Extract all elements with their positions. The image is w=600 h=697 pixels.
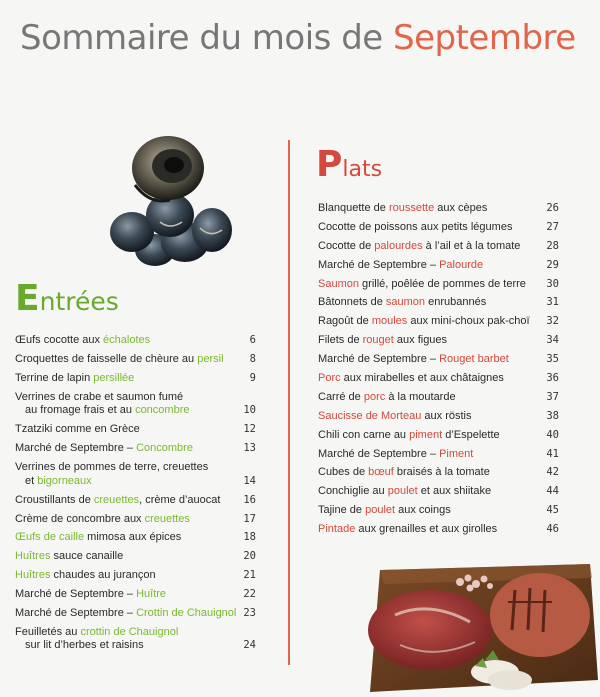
toc-item-title (15, 626, 243, 653)
toc-page-number: 18 (243, 531, 256, 544)
toc-item-highlight: creuettes (93, 493, 140, 506)
toc-item (318, 448, 559, 462)
toc-item-title (15, 442, 243, 456)
toc-item-text: Verrines de pommes de terre, creuettes (15, 461, 209, 474)
toc-item-title (318, 485, 546, 499)
toc-item-title (318, 240, 546, 254)
toc-item-text: Marché de Septembre – (318, 353, 440, 366)
toc-page-number: 32 (546, 315, 559, 328)
toc-page-number: 41 (546, 447, 559, 460)
toc-item-text: à l’ail et à la tomate (422, 239, 521, 252)
toc-item-text: Croustillants de (15, 493, 94, 506)
toc-item-title (15, 569, 243, 583)
toc-page-number: 22 (243, 588, 256, 601)
entrees-toc-list (15, 334, 256, 658)
toc-item-highlight: creuettes (144, 512, 190, 525)
toc-page-number: 29 (546, 258, 559, 271)
toc-item-text: mimosa aux épices (84, 531, 182, 544)
toc-item-highlight: Huîtres (15, 550, 51, 563)
toc-item-text: aux mirabelles et aux châtaignes (340, 372, 504, 385)
toc-item-highlight: Œufs de caille (15, 531, 85, 544)
toc-item-highlight: bigorneaux (37, 474, 92, 487)
toc-item-text: aux coings (395, 504, 451, 517)
toc-item (15, 494, 256, 508)
toc-page-number: 17 (243, 512, 256, 525)
toc-page-number: 36 (546, 372, 559, 385)
toc-item-title (318, 523, 546, 537)
toc-item-title (15, 461, 243, 488)
toc-item-text: et aux shiitake (417, 485, 492, 498)
toc-item (318, 315, 559, 329)
toc-item-text: braisés à la tomate (393, 466, 490, 479)
toc-item-text: Carré de (318, 390, 364, 403)
page-title-month: Septembre (393, 18, 576, 58)
toc-item-highlight: Rouget barbet (439, 353, 509, 366)
toc-item-text: sur lit d’herbes et raisins (25, 639, 144, 652)
toc-item-highlight: Concombre (136, 442, 193, 455)
toc-item (15, 461, 256, 488)
toc-item-highlight: crottin de Chauignol (80, 625, 179, 638)
toc-item-highlight: persillée (93, 371, 135, 384)
toc-page-number: 35 (546, 353, 559, 366)
toc-item-highlight: Palourde (439, 258, 484, 271)
toc-page-number: 23 (243, 606, 256, 619)
toc-page-number: 24 (243, 639, 256, 652)
toc-item-highlight: persil (197, 352, 224, 365)
toc-item-title (318, 259, 546, 273)
toc-item (15, 607, 256, 621)
toc-item-text: Œufs cocotte aux (15, 334, 104, 346)
meat-cutting-board-image (340, 560, 600, 697)
toc-item-title (15, 353, 250, 367)
toc-item-text: Verrines de crabe et saumon fumé (15, 390, 184, 403)
toc-item-text: Cocotte de poissons aux petits légumes (318, 220, 513, 233)
toc-page-number: 16 (243, 493, 256, 506)
toc-page-number: 13 (243, 442, 256, 455)
toc-item-highlight: Piment (439, 447, 474, 460)
toc-item-title (15, 391, 243, 418)
toc-page-number: 27 (546, 220, 559, 233)
toc-item-title (318, 296, 546, 310)
toc-page-number: 38 (546, 409, 559, 422)
toc-item (15, 391, 256, 418)
toc-item-highlight: Huître (136, 588, 167, 601)
toc-item-title (15, 531, 243, 545)
toc-item-title (15, 334, 250, 348)
toc-item-title (15, 372, 250, 386)
toc-item-text: Bâtonnets de (318, 296, 386, 309)
toc-item-text: Terrine de lapin (15, 371, 94, 384)
toc-page-number: 10 (243, 404, 256, 417)
toc-item (318, 523, 559, 537)
toc-item-highlight: Porc (318, 372, 341, 385)
toc-item (15, 550, 256, 564)
toc-item (318, 353, 559, 367)
toc-item-title (15, 423, 243, 437)
plats-title-rest: lats (342, 157, 383, 182)
toc-item (15, 353, 256, 367)
toc-item-text: Cubes de (318, 466, 369, 479)
toc-item-text: Ragoût de (318, 315, 372, 328)
toc-item (318, 221, 559, 235)
toc-item-title (15, 550, 243, 564)
column-divider (288, 140, 290, 665)
toc-item-text: Marché de Septembre – (318, 258, 440, 271)
toc-item-title (318, 504, 546, 518)
toc-item-title (318, 466, 546, 480)
toc-page-number: 40 (546, 428, 559, 441)
toc-item-highlight: Saucisse de Morteau (318, 409, 422, 422)
toc-item-text: aux mini-choux pak-choï (407, 315, 530, 328)
toc-item-text: Crème de concombre aux (15, 512, 145, 525)
toc-item-text: Marché de Septembre – (318, 447, 440, 460)
toc-item-text: d’Espelette (442, 428, 500, 441)
toc-item-text: Conchiglie au (318, 485, 388, 498)
toc-item-text: Marché de Septembre – (15, 442, 137, 455)
toc-item-text: Marché de Septembre – (15, 606, 137, 619)
toc-page-number: 31 (546, 296, 559, 309)
toc-item (318, 259, 559, 273)
toc-item (318, 466, 559, 480)
toc-page-number: 34 (546, 334, 559, 347)
toc-page-number: 20 (243, 550, 256, 563)
toc-item (15, 588, 256, 602)
toc-item-highlight: saumon (385, 296, 426, 309)
toc-page-number: 8 (249, 352, 256, 365)
toc-item-title (318, 202, 546, 216)
toc-item-title (15, 513, 243, 527)
toc-item-highlight: palourdes (374, 239, 423, 252)
toc-item (15, 372, 256, 386)
toc-item-text: Marché de Septembre – (15, 588, 137, 601)
toc-item (318, 429, 559, 443)
toc-item-highlight: piment (409, 428, 443, 441)
toc-page-number: 26 (546, 202, 559, 214)
toc-item-text: à la moutarde (385, 390, 456, 403)
section-title-entrees (15, 278, 119, 319)
toc-item (318, 485, 559, 499)
toc-item (318, 372, 559, 386)
plats-toc-list (318, 202, 559, 542)
toc-item-highlight: roussette (388, 202, 435, 214)
toc-item-text: Tajine de (318, 504, 366, 517)
toc-item-text: , crème d’auocat (139, 493, 221, 506)
toc-item-title (318, 429, 546, 443)
toc-page-number: 28 (546, 239, 559, 252)
plats-title-initial: P (316, 144, 343, 185)
toc-item-highlight: concombre (135, 404, 190, 417)
toc-item-highlight: porc (363, 390, 386, 403)
toc-item (15, 423, 256, 437)
entrees-title-initial: E (15, 278, 40, 319)
toc-page-number: 9 (249, 371, 256, 384)
toc-item-title (318, 448, 546, 462)
page-title-prefix: Sommaire du mois de (20, 18, 393, 58)
toc-page-number: 37 (546, 390, 559, 403)
toc-page-number: 21 (243, 569, 256, 582)
toc-item-title (318, 410, 546, 424)
toc-item-title (318, 372, 546, 386)
toc-item-text: Croquettes de faisselle de chèure au (15, 352, 198, 365)
toc-item-text: Cocotte de (318, 239, 375, 252)
toc-item (318, 504, 559, 518)
toc-item-highlight: poulet (365, 504, 396, 517)
toc-item-text: aux cèpes (434, 202, 488, 214)
toc-item-text: Chili con carne au (318, 428, 410, 441)
toc-item-title (15, 588, 243, 602)
toc-item (15, 513, 256, 527)
toc-item-title (318, 391, 546, 405)
toc-item (15, 442, 256, 456)
toc-item (15, 334, 256, 348)
toc-item-text: Blanquette de (318, 202, 389, 214)
toc-item-text: au fromage frais et au (25, 404, 136, 417)
toc-item-title (318, 221, 546, 235)
toc-page-number: 6 (249, 334, 256, 346)
toc-item (15, 531, 256, 545)
toc-item-text: chaudes au jurançon (50, 569, 156, 582)
toc-item-highlight: Pintade (318, 523, 356, 536)
toc-page-number: 46 (546, 523, 559, 536)
toc-item (318, 296, 559, 310)
toc-page-number: 14 (243, 474, 256, 487)
toc-item (318, 240, 559, 254)
toc-item-text: sauce canaille (50, 550, 124, 563)
toc-item (318, 410, 559, 424)
toc-item (15, 626, 256, 653)
toc-item (15, 569, 256, 583)
section-title-plats (316, 144, 382, 185)
toc-item-highlight: rouget (362, 334, 394, 347)
page-title (20, 18, 576, 58)
toc-item-title (15, 607, 243, 621)
toc-item-title (318, 278, 546, 292)
toc-item-highlight: bœuf (368, 466, 394, 479)
sea-snails-image (90, 130, 250, 270)
toc-item-text: Tzatziki comme en Grèce (15, 423, 140, 436)
toc-item-text: Filets de (318, 334, 363, 347)
entrees-title-rest: ntrées (39, 287, 119, 316)
toc-item-text: aux grenailles et aux girolles (355, 523, 498, 536)
toc-item (318, 391, 559, 405)
toc-item-title (318, 315, 546, 329)
toc-page-number: 44 (546, 485, 559, 498)
toc-item-title (318, 353, 546, 367)
toc-item-text: enrubannés (425, 296, 487, 309)
toc-page-number: 12 (243, 423, 256, 436)
toc-item (318, 278, 559, 292)
toc-item-highlight: moules (371, 315, 408, 328)
toc-item-text: aux figues (393, 334, 448, 347)
toc-item-highlight: Saumon (318, 277, 359, 290)
toc-page-number: 42 (546, 466, 559, 479)
toc-item-text: Feuilletés au (15, 625, 81, 638)
toc-item-title (15, 494, 243, 508)
toc-item-highlight: Crottin de Chauignol (136, 606, 237, 619)
toc-item (318, 334, 559, 348)
toc-page-number: 30 (546, 277, 559, 290)
toc-item-text: grillé, poêlée de pommes de terre (358, 277, 526, 290)
toc-item-highlight: échalotes (103, 334, 151, 346)
toc-item-text: aux röstis (421, 409, 472, 422)
toc-item-highlight: poulet (387, 485, 418, 498)
toc-item-highlight: Huîtres (15, 569, 51, 582)
toc-item (318, 202, 559, 216)
toc-item-title (318, 334, 546, 348)
toc-item-text: et (25, 474, 38, 487)
toc-page-number: 45 (546, 504, 559, 517)
